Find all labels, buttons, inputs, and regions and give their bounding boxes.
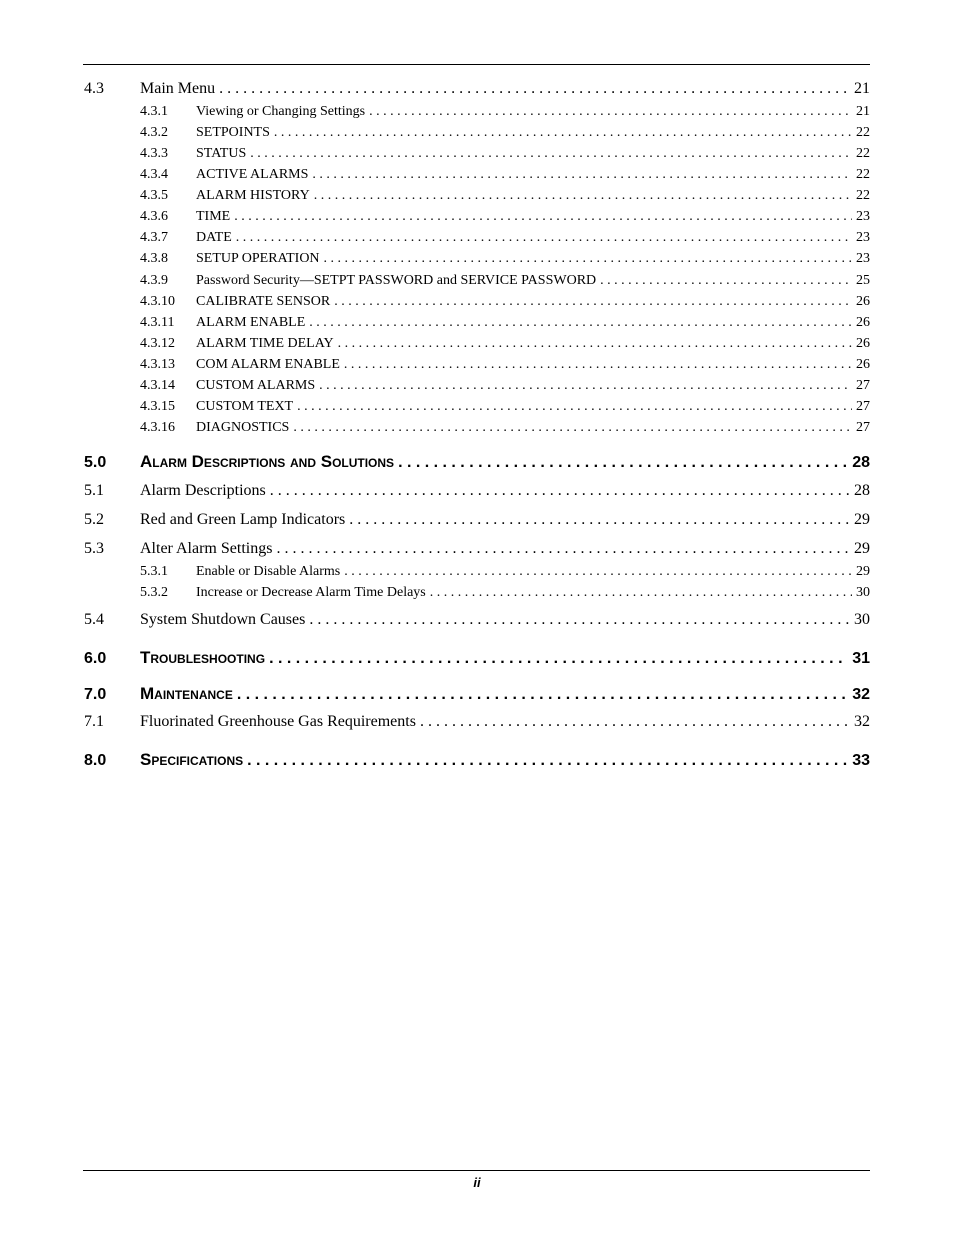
toc-entry[interactable] <box>84 511 870 529</box>
toc-leader-dots <box>293 420 852 436</box>
toc-entry[interactable] <box>84 357 870 373</box>
toc-entry-number: 8.0 <box>84 752 107 769</box>
toc-entry-number: 4.3.1 <box>140 104 168 119</box>
toc-entry[interactable] <box>84 294 870 310</box>
toc-entry-page: 32 <box>852 686 870 703</box>
toc-entry-page: 28 <box>854 482 870 499</box>
toc-entry-title: SETUP OPERATION <box>196 251 320 266</box>
toc-entry[interactable] <box>84 713 870 731</box>
footer-page-number: ii <box>473 1175 481 1190</box>
toc-entry-number: 4.3.5 <box>140 188 168 203</box>
toc-entry-number: 4.3 <box>84 80 104 97</box>
toc-entry[interactable] <box>84 188 870 204</box>
toc-entry-title: Main Menu <box>140 80 216 97</box>
toc-leader-dots <box>338 336 852 352</box>
toc-entry-page: 30 <box>856 585 870 600</box>
toc-entry[interactable] <box>84 230 870 246</box>
toc-entry[interactable] <box>84 315 870 331</box>
toc-entry-number: 4.3.11 <box>140 315 175 330</box>
toc-entry-number: 7.0 <box>84 686 107 703</box>
toc-entry-page: 22 <box>856 125 870 140</box>
toc-entry-title: CUSTOM TEXT <box>196 399 294 414</box>
footer-rule <box>83 1170 870 1171</box>
toc-entry[interactable] <box>84 482 870 500</box>
toc-entry-number: 4.3.12 <box>140 336 175 351</box>
toc-leader-dots <box>219 80 850 98</box>
toc-entry-title: Fluorinated Greenhouse Gas Requirements <box>140 713 416 730</box>
toc-entry-page: 26 <box>856 294 870 309</box>
toc-entry-title: Red and Green Lamp Indicators <box>140 511 346 528</box>
toc-entry-number: 5.0 <box>84 454 107 471</box>
toc-entry-page: 31 <box>852 650 870 667</box>
toc-leader-dots <box>334 294 852 310</box>
toc-leader-dots <box>314 188 852 204</box>
toc-entry-page: 23 <box>856 251 870 266</box>
toc-entry-number: 4.3.15 <box>140 399 175 414</box>
toc-entry[interactable] <box>84 273 870 289</box>
toc-entry[interactable] <box>84 167 870 183</box>
toc-entry-title: Alarm Descriptions <box>140 482 266 499</box>
toc-entry-title: Increase or Decrease Alarm Time Delays <box>196 585 426 600</box>
toc-entry-page: 22 <box>856 188 870 203</box>
toc-entry-page: 25 <box>856 273 870 288</box>
toc-chapter-entry[interactable] <box>84 750 870 770</box>
toc-leader-dots <box>319 378 852 394</box>
toc-leader-dots <box>398 454 848 472</box>
toc-entry-title: ALARM TIME DELAY <box>196 336 334 351</box>
toc-entry-page: 30 <box>854 611 870 628</box>
toc-entry-number: 5.3 <box>84 540 104 557</box>
toc-leader-dots <box>344 357 852 373</box>
toc-entry[interactable] <box>84 146 870 162</box>
toc-leader-dots <box>234 209 852 225</box>
toc-entry-page: 27 <box>856 378 870 393</box>
toc-leader-dots <box>269 650 848 668</box>
toc-leader-dots <box>344 564 852 580</box>
toc-entry-page: 23 <box>856 209 870 224</box>
toc-entry-title: ALARM ENABLE <box>196 315 306 330</box>
toc-entry-number: 4.3.8 <box>140 251 168 266</box>
toc-entry-title: TIME <box>196 209 231 224</box>
toc-entry-number: 6.0 <box>84 650 107 667</box>
toc-entry-title: Specifications <box>140 750 244 769</box>
toc-entry-title: Troubleshooting <box>140 648 266 667</box>
toc-leader-dots <box>270 482 850 500</box>
toc-entry-number: 5.2 <box>84 511 104 528</box>
toc-entry-page: 21 <box>856 104 870 119</box>
toc-entry[interactable] <box>84 125 870 141</box>
toc-leader-dots <box>237 686 848 704</box>
toc-entry-page: 22 <box>856 167 870 182</box>
toc-leader-dots <box>309 611 850 629</box>
toc-entry-page: 29 <box>854 511 870 528</box>
toc-entry-title: Password Security—SETPT PASSWORD and SERVICE PASSWORD <box>196 273 597 288</box>
toc-entry[interactable] <box>84 399 870 415</box>
toc-leader-dots <box>420 713 850 731</box>
toc-entry-page: 33 <box>852 752 870 769</box>
toc-entry-number: 5.3.2 <box>140 585 168 600</box>
toc-entry-title: Enable or Disable Alarms <box>196 564 341 579</box>
toc-entry[interactable] <box>84 420 870 436</box>
toc-entry[interactable] <box>84 336 870 352</box>
toc-entry-title: DATE <box>196 230 232 245</box>
toc-entry-title: CALIBRATE SENSOR <box>196 294 331 309</box>
toc-leader-dots <box>250 146 852 162</box>
toc-leader-dots <box>312 167 852 183</box>
toc-entry-number: 4.3.10 <box>140 294 175 309</box>
toc-entry-page: 26 <box>856 315 870 330</box>
toc-entry-number: 5.3.1 <box>140 564 168 579</box>
toc-leader-dots <box>276 540 850 558</box>
toc-entry[interactable] <box>84 104 870 120</box>
toc-entry-page: 27 <box>856 399 870 414</box>
toc-entry-title: ALARM HISTORY <box>196 188 310 203</box>
toc-entry-number: 4.3.9 <box>140 273 168 288</box>
toc-leader-dots <box>309 315 852 331</box>
toc-entry[interactable] <box>84 80 870 98</box>
toc-chapter-entry[interactable] <box>84 648 870 668</box>
toc-entry-number: 7.1 <box>84 713 104 730</box>
toc-entry-page: 26 <box>856 357 870 372</box>
toc-entry-title: Maintenance <box>140 684 233 703</box>
toc-entry[interactable] <box>84 611 870 629</box>
toc-entry-page: 29 <box>854 540 870 557</box>
toc-entry-page: 29 <box>856 564 870 579</box>
toc-leader-dots <box>369 104 852 120</box>
toc-entry-page: 22 <box>856 146 870 161</box>
toc-leader-dots <box>247 752 848 770</box>
toc-chapter-entry[interactable] <box>84 684 870 704</box>
toc-leader-dots <box>274 125 852 141</box>
toc-leader-dots <box>430 585 852 601</box>
toc-entry[interactable] <box>84 378 870 394</box>
toc-entry-title: STATUS <box>196 146 247 161</box>
toc-leader-dots <box>297 399 852 415</box>
toc-entry-number: 4.3.4 <box>140 167 168 182</box>
toc-chapter-entry[interactable] <box>84 452 870 472</box>
toc-entry-title: COM ALARM ENABLE <box>196 357 340 372</box>
toc-entry-title: Alarm Descriptions and Solutions <box>140 452 395 471</box>
toc-entry-title: System Shutdown Causes <box>140 611 306 628</box>
toc-entry[interactable] <box>84 251 870 267</box>
toc-entry[interactable] <box>84 585 870 601</box>
toc-entry-number: 4.3.6 <box>140 209 168 224</box>
toc-entry-number: 5.4 <box>84 611 104 628</box>
toc-entry-title: SETPOINTS <box>196 125 270 140</box>
toc-entry-title: Viewing or Changing Settings <box>196 104 366 119</box>
toc-entry-page: 32 <box>854 713 870 730</box>
toc-entry-number: 4.3.14 <box>140 378 175 393</box>
toc-entry-title: ACTIVE ALARMS <box>196 167 309 182</box>
toc-entry-number: 4.3.16 <box>140 420 175 435</box>
toc-entry-title: Alter Alarm Settings <box>140 540 273 557</box>
toc-entry-page: 26 <box>856 336 870 351</box>
toc-entry-number: 4.3.2 <box>140 125 168 140</box>
toc-entry-page: 23 <box>856 230 870 245</box>
toc-entry[interactable] <box>84 540 870 558</box>
toc-entry-title: DIAGNOSTICS <box>196 420 290 435</box>
toc-leader-dots <box>349 511 850 529</box>
toc-entry-page: 21 <box>854 80 870 97</box>
toc-entry-page: 28 <box>852 454 870 471</box>
toc-entry-number: 4.3.13 <box>140 357 175 372</box>
toc-entry-title: CUSTOM ALARMS <box>196 378 316 393</box>
toc-entry-number: 4.3.7 <box>140 230 168 245</box>
header-rule <box>83 64 870 65</box>
toc-entry[interactable] <box>84 209 870 225</box>
toc-entry-number: 4.3.3 <box>140 146 168 161</box>
toc-leader-dots <box>236 230 852 246</box>
toc-entry-page: 27 <box>856 420 870 435</box>
toc-entry-number: 5.1 <box>84 482 104 499</box>
toc-leader-dots <box>324 251 852 267</box>
toc-leader-dots <box>600 273 852 289</box>
toc-entry[interactable] <box>84 564 870 580</box>
